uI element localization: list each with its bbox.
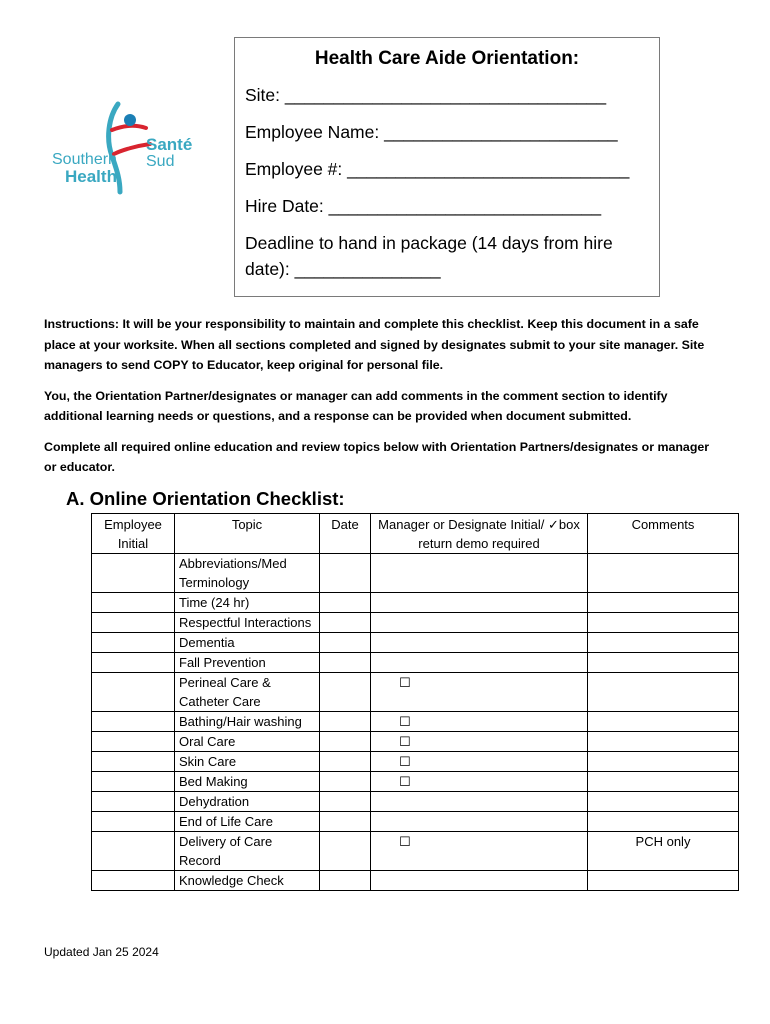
employee-initial-cell[interactable]: [92, 752, 175, 772]
topic-cell: End of Life Care: [175, 812, 320, 832]
header-manager-initial: Manager or Designate Initial/ ✓box return demo required: [371, 514, 588, 554]
header-comments: Comments: [588, 514, 739, 554]
logo-figure-icon: [50, 100, 200, 200]
demo-checkbox-cell[interactable]: [371, 792, 588, 812]
table-row: [92, 832, 739, 871]
comments-paragraph: You, the Orientation Partner/designates or manager can add comments in the comment section to identify additional learning needs or questions, and a response can be provided when document submitted.: [44, 388, 668, 423]
date-cell[interactable]: [320, 832, 371, 871]
date-cell[interactable]: [320, 712, 371, 732]
topic-cell: Perineal Care & Catheter Care: [175, 673, 320, 712]
instructions: [44, 314, 724, 488]
comments-cell[interactable]: [588, 752, 739, 772]
topic-cell: Dehydration: [175, 792, 320, 812]
table-header-row: [92, 514, 739, 554]
table-row: [92, 812, 739, 832]
date-cell[interactable]: [320, 871, 371, 891]
table-row: [92, 673, 739, 712]
demo-checkbox-cell[interactable]: [371, 871, 588, 891]
table-row: [92, 613, 739, 633]
comments-cell[interactable]: [588, 812, 739, 832]
date-cell[interactable]: [320, 593, 371, 613]
header-date: Date: [320, 514, 371, 554]
employee-initial-cell[interactable]: [92, 772, 175, 792]
employee-initial-cell[interactable]: [92, 832, 175, 871]
employee-initial-cell[interactable]: [92, 812, 175, 832]
comments-cell[interactable]: [588, 633, 739, 653]
demo-checkbox-cell[interactable]: ☐: [371, 673, 588, 712]
demo-checkbox-cell[interactable]: ☐: [371, 752, 588, 772]
logo-text-sud: Sud: [146, 153, 175, 170]
header-employee-initial: Employee Initial: [92, 514, 175, 554]
table-row: [92, 633, 739, 653]
southern-health-logo: [50, 100, 200, 200]
complete-paragraph: Complete all required online education and review topics below with Orientation Partners/designates or manager or educator.: [44, 439, 710, 474]
employee-initial-cell[interactable]: [92, 732, 175, 752]
topic-cell: Delivery of Care Record: [175, 832, 320, 871]
table-row: [92, 712, 739, 732]
date-cell[interactable]: [320, 633, 371, 653]
date-cell[interactable]: [320, 613, 371, 633]
topic-cell: Time (24 hr): [175, 593, 320, 613]
date-cell[interactable]: [320, 653, 371, 673]
topic-cell: Dementia: [175, 633, 320, 653]
demo-checkbox-cell[interactable]: [371, 812, 588, 832]
employee-initial-cell[interactable]: [92, 613, 175, 633]
comments-cell[interactable]: [588, 772, 739, 792]
topic-cell: Knowledge Check: [175, 871, 320, 891]
topic-cell: Fall Prevention: [175, 653, 320, 673]
demo-checkbox-cell[interactable]: ☐: [371, 832, 588, 871]
topic-cell: Skin Care: [175, 752, 320, 772]
comments-cell[interactable]: [588, 712, 739, 732]
comments-cell[interactable]: [588, 871, 739, 891]
demo-checkbox-cell[interactable]: ☐: [371, 712, 588, 732]
employee-initial-cell[interactable]: [92, 593, 175, 613]
table-row: [92, 871, 739, 891]
header-topic: Topic: [175, 514, 320, 554]
comments-cell[interactable]: PCH only: [588, 832, 739, 871]
topic-cell: Oral Care: [175, 732, 320, 752]
date-cell[interactable]: [320, 554, 371, 593]
logo-text-southern: Southern: [52, 151, 117, 168]
demo-checkbox-cell[interactable]: [371, 633, 588, 653]
comments-cell[interactable]: [588, 792, 739, 812]
employee-initial-cell[interactable]: [92, 673, 175, 712]
date-cell[interactable]: [320, 752, 371, 772]
topic-cell: Bed Making: [175, 772, 320, 792]
site-field[interactable]: Site: _________________________________: [245, 85, 607, 105]
hire-date-field[interactable]: Hire Date: ____________________________: [245, 196, 602, 216]
logo-text-sante: Santé: [146, 135, 193, 154]
table-row: [92, 752, 739, 772]
date-cell[interactable]: [320, 792, 371, 812]
page-title: Health Care Aide Orientation:: [314, 48, 580, 69]
section-title: A. Online Orientation Checklist:: [66, 488, 345, 509]
employee-initial-cell[interactable]: [92, 712, 175, 732]
deadline-field[interactable]: Deadline to hand in package (14 days from hire date): _______________: [245, 233, 613, 279]
header-box: [234, 37, 660, 297]
employee-initial-cell[interactable]: [92, 554, 175, 593]
date-cell[interactable]: [320, 673, 371, 712]
table-row: [92, 772, 739, 792]
employee-initial-cell[interactable]: [92, 633, 175, 653]
demo-checkbox-cell[interactable]: [371, 593, 588, 613]
demo-checkbox-cell[interactable]: [371, 554, 588, 593]
employee-initial-cell[interactable]: [92, 792, 175, 812]
instructions-paragraph: Instructions: It will be your responsibility to maintain and complete this checklist. Keep this document in a safe place at your worksite. When all sections completed and signed by designates submit to your site manager. Site managers to send COPY to Educator, keep original for personal file.: [44, 317, 705, 372]
date-cell[interactable]: [320, 772, 371, 792]
employee-initial-cell[interactable]: [92, 653, 175, 673]
comments-cell[interactable]: [588, 732, 739, 752]
comments-cell[interactable]: [588, 673, 739, 712]
comments-cell[interactable]: [588, 554, 739, 593]
comments-cell[interactable]: [588, 593, 739, 613]
footer-updated-date: Updated Jan 25 2024: [44, 945, 159, 959]
checklist-table: [91, 513, 739, 891]
table-row: [92, 554, 739, 593]
table-row: [92, 732, 739, 752]
demo-checkbox-cell[interactable]: [371, 653, 588, 673]
topic-cell: Abbreviations/Med Terminology: [175, 554, 320, 593]
table-row: [92, 653, 739, 673]
demo-checkbox-cell[interactable]: ☐: [371, 772, 588, 792]
comments-cell[interactable]: [588, 653, 739, 673]
employee-name-field[interactable]: Employee Name: ________________________: [245, 122, 618, 142]
topic-cell: Respectful Interactions: [175, 613, 320, 633]
employee-number-field[interactable]: Employee #: _____________________________: [245, 159, 630, 179]
date-cell[interactable]: [320, 812, 371, 832]
table-row: [92, 792, 739, 812]
demo-checkbox-cell[interactable]: ☐: [371, 732, 588, 752]
demo-checkbox-cell[interactable]: [371, 613, 588, 633]
table-row: [92, 593, 739, 613]
logo-text-health: Health: [65, 167, 117, 186]
employee-initial-cell[interactable]: [92, 871, 175, 891]
comments-cell[interactable]: [588, 613, 739, 633]
topic-cell: Bathing/Hair washing: [175, 712, 320, 732]
date-cell[interactable]: [320, 732, 371, 752]
